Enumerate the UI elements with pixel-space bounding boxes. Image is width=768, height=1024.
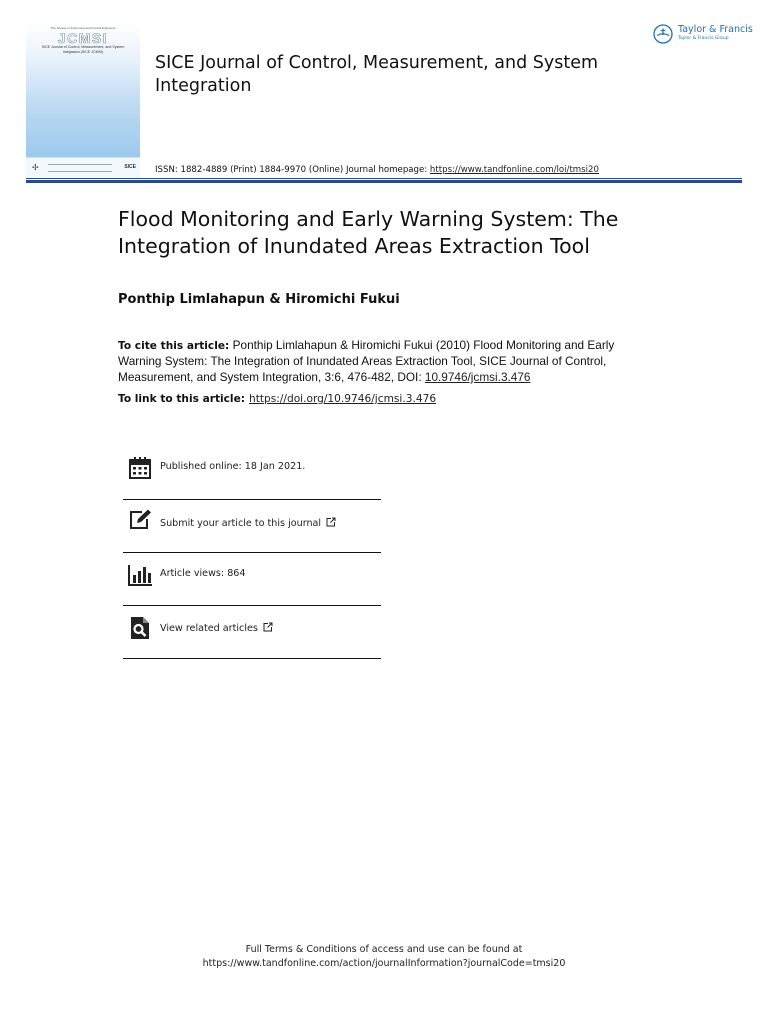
cite-label: To cite this article: bbox=[118, 340, 230, 352]
article-views-row bbox=[123, 553, 381, 606]
external-link-icon bbox=[263, 622, 273, 632]
edit-icon bbox=[128, 508, 152, 532]
submit-article-link[interactable] bbox=[160, 517, 336, 529]
article-title: Flood Monitoring and Early Warning System: The Integration of Inundated Areas Extraction Tool bbox=[118, 207, 619, 258]
issn-text: ISSN: 1882-4889 (Print) 1884-9970 (Online) Journal homepage: bbox=[155, 165, 430, 175]
submit-article-label: Submit your article to this journal bbox=[160, 518, 322, 529]
article-doi-url-link[interactable]: https://doi.org/10.9746/jcmsi.3.476 bbox=[249, 393, 437, 405]
publisher-name: Taylor & Francis bbox=[678, 24, 753, 35]
article-info-list bbox=[123, 448, 381, 659]
citation-block bbox=[118, 338, 658, 386]
publisher-group: Taylor & Francis Group bbox=[678, 36, 729, 41]
cover-footer bbox=[26, 157, 140, 178]
submit-article-row[interactable] bbox=[123, 500, 381, 553]
terms-footer bbox=[0, 943, 768, 971]
cover-emblem-icon: ✢ bbox=[32, 163, 39, 172]
bar-chart-icon bbox=[128, 563, 152, 587]
journal-title: SICE Journal of Control, Measurement, and System Integration bbox=[155, 53, 599, 96]
header-divider-thin bbox=[26, 178, 742, 179]
cover-subtitle: SICE Journal of Control, Measurement, and System Integration (SICE JCMSI) bbox=[41, 45, 125, 54]
tf-logo-icon bbox=[653, 24, 673, 44]
published-date: Published online: 18 Jan 2021. bbox=[160, 461, 306, 472]
published-row bbox=[123, 448, 381, 500]
terms-line: Full Terms & Conditions of access and use can be found at bbox=[245, 944, 523, 955]
article-authors: Ponthip Limlahapun & Hiromichi Fukui bbox=[118, 292, 400, 307]
link-label: To link to this article: bbox=[118, 393, 245, 405]
document-search-icon bbox=[128, 616, 152, 640]
header-divider bbox=[26, 180, 742, 183]
cover-footer-lines bbox=[48, 164, 112, 172]
related-articles-link[interactable] bbox=[160, 622, 273, 634]
related-articles-row[interactable] bbox=[123, 606, 381, 659]
journal-cover bbox=[26, 22, 140, 178]
cover-society-text: The Society of Instrument and Control Engineers bbox=[50, 26, 116, 30]
calendar-icon bbox=[128, 456, 152, 480]
external-link-icon bbox=[326, 517, 336, 527]
article-link-line bbox=[118, 393, 436, 405]
cite-text: Ponthip Limlahapun & Hiromichi Fukui (2010) Flood Monitoring and Early Warning System: The Integration of Inundated Areas Extraction Tool, SICE Journal of Control, Measurement, and System Integration, 3:6, 476-482, DOI: bbox=[118, 338, 615, 384]
cover-footer-logo: SICE bbox=[124, 164, 136, 170]
cover-brand: JCMSI bbox=[57, 30, 109, 46]
article-views: Article views: 864 bbox=[160, 568, 246, 579]
doi-link[interactable]: 10.9746/jcmsi.3.476 bbox=[424, 370, 531, 384]
publisher-logo[interactable] bbox=[653, 22, 753, 48]
issn-line bbox=[155, 165, 599, 175]
journal-homepage-link[interactable]: https://www.tandfonline.com/loi/tmsi20 bbox=[429, 165, 599, 175]
related-articles-label: View related articles bbox=[160, 623, 258, 634]
terms-url[interactable]: https://www.tandfonline.com/action/journalInformation?journalCode=tmsi20 bbox=[202, 958, 566, 969]
